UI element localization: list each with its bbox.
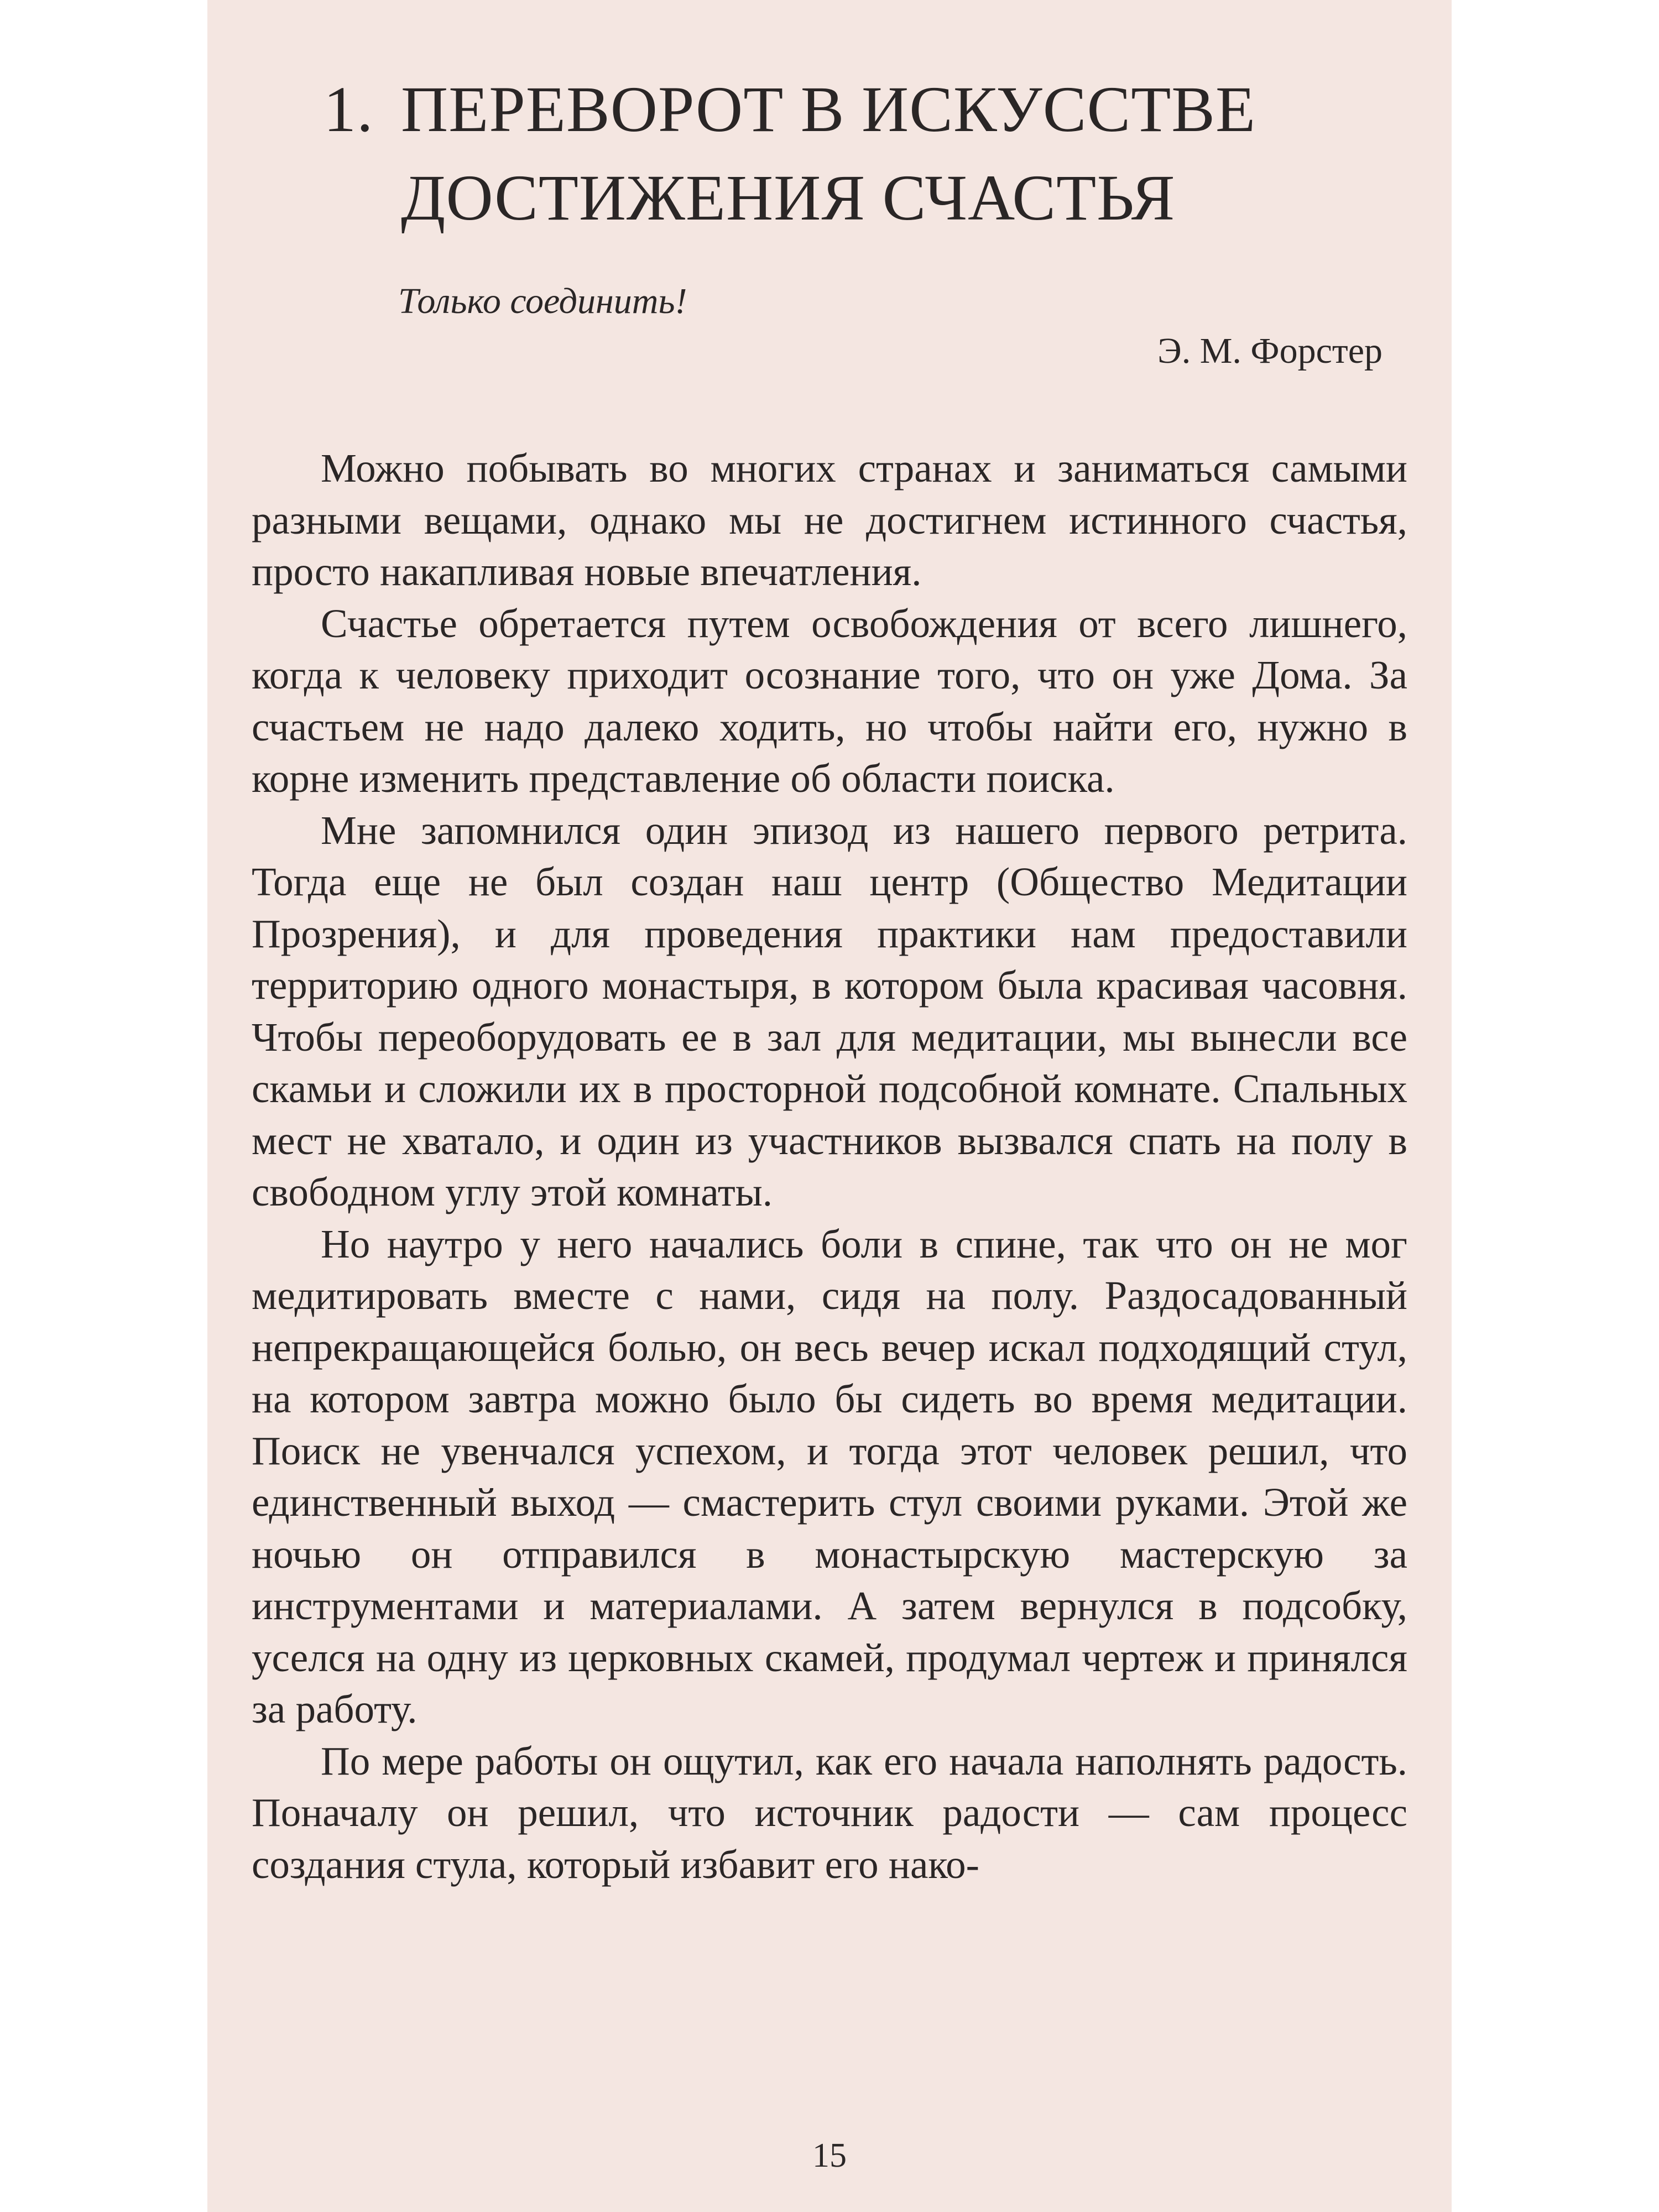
- book-page: [207, 0, 1452, 2212]
- epigraph-quote: Только соединить!: [398, 281, 687, 321]
- chapter-number: 1.: [324, 73, 374, 145]
- paragraph: Можно побывать во многих странах и заниматься самыми разными вещами, однако мы не достигнем истинного счастья, просто накапливая новые впечатления.: [252, 446, 1407, 594]
- chapter-title-line-2: ДОСТИЖЕНИЯ СЧАСТЬЯ: [401, 161, 1176, 234]
- paragraph: Счастье обретается путем освобождения от всего лишнего, когда к человеку приходит осознание того, что он уже Дома. За счастьем не надо далеко ходить, но чтобы найти его, нужно в корне изменить представление об области поиска.: [252, 601, 1407, 801]
- paragraph: Но наутро у него начались боли в спине, так что он не мог медитировать вместе с нами, сидя на полу. Раздосадованный непрекращающейся болью, он весь вечер искал подходящий стул, на котором завтра можно было бы сидеть во время медитации. Поиск не увенчался успехом, и тогда этот человек решил, что единственный выход — смастерить стул своими руками. Этой же ночью он отправился в монастырскую мастерскую за инструментами и материалами. А затем вернулся в подсобку, уселся на одну из церковных скамей, продумал чертеж и принялся за работу.: [252, 1221, 1407, 1731]
- chapter-heading: [324, 65, 1374, 242]
- body-text: [252, 442, 1407, 1890]
- paragraph: Мне запомнился один эпизод из нашего первого ретрита. Тогда еще не был создан наш центр (Общество Медитации Прозрения), и для проведения практики нам предоставили территорию одного монастыря, в котором была красивая часовня. Чтобы переоборудовать ее в зал для медитации, мы вынесли все скамьи и сложили их в просторной подсобной комнате. Спальных мест не хватало, и один из участников вызвался спать на полу в свободном углу этой комнаты.: [252, 807, 1407, 1214]
- page-number: 15: [812, 2137, 847, 2174]
- epigraph-author: Э. М. Форстер: [1157, 331, 1383, 371]
- epigraph: [398, 276, 1394, 376]
- chapter-title-line-1: ПЕРЕВОРОТ В ИСКУССТВЕ: [401, 73, 1256, 145]
- paragraph: По мере работы он ощутил, как его начала наполнять радость. Поначалу он решил, что источник радости — сам процесс создания стула, который избавит его нако-: [252, 1738, 1407, 1887]
